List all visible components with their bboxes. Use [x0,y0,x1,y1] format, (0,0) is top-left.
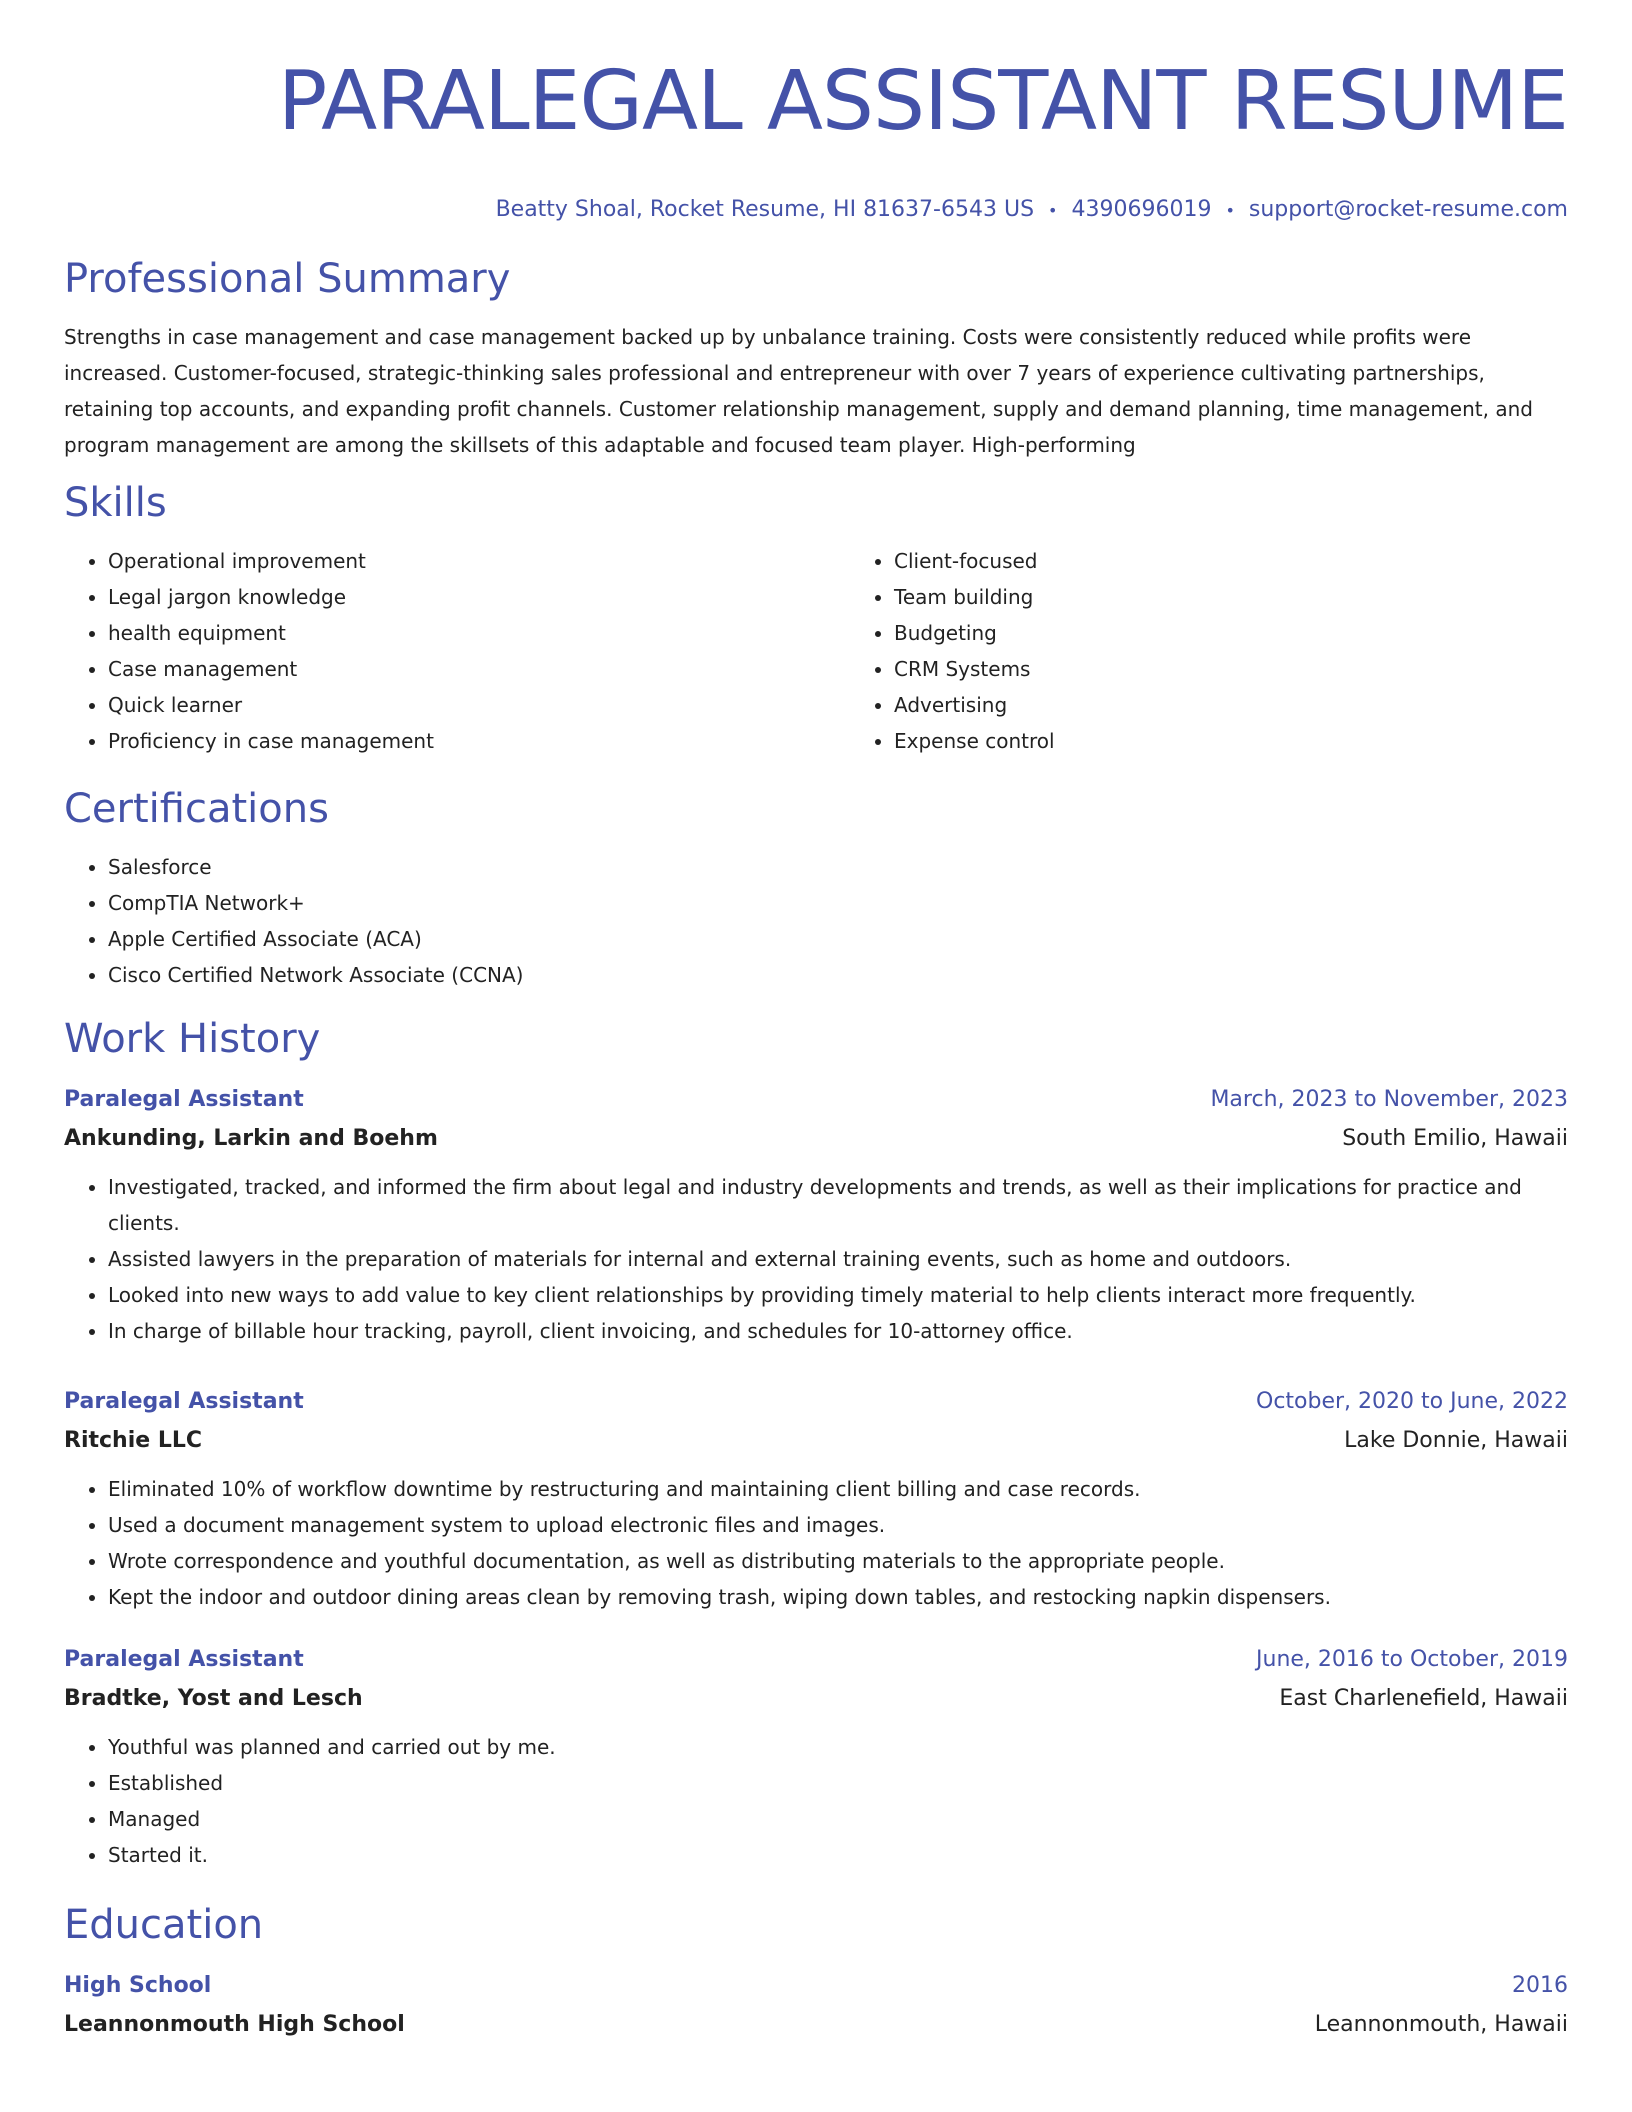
job-dates: October, 2020 to June, 2022 [1256,1389,1568,1414]
education-degree: High School [64,1973,212,1998]
job-location: Lake Donnie, Hawaii [1344,1428,1568,1453]
summary-text: Strengths in case management and case management backed up by unbalance training. Costs were consistently reduced while profits were increased. Customer-focused, strategic-thinking sales professional and entrepreneur with over 7 years of experience cultivating partnerships, retaining top accounts, and expanding profit channels. Customer relationship management, supply and demand planning, time management, and program management are among the skillsets of this adaptable and focused team player. High-performing [64,325,1533,457]
job-bullet: • Eliminated 10% of workflow downtime by restructuring and maintaining client billing and case records. [108,1471,1568,1507]
skill-item: • Case management [108,651,850,687]
education-school: Leannonmouth High School [64,2012,405,2037]
skills-section [64,477,1568,759]
education-location: Leannonmouth, Hawaii [1314,2012,1568,2037]
job-title: Paralegal Assistant [64,1087,304,1112]
certification-item: • CompTIA Network+ [108,885,1568,921]
job-bullet: • Youthful was planned and carried out by me. [108,1729,1568,1765]
skills-grid [64,529,1568,759]
education-school-row [64,2005,1568,2045]
contact-line [64,194,1568,227]
job-bullet: • Investigated, tracked, and informed the firm about legal and industry developments and trends, as well as their implications for practice and clients. [108,1169,1568,1241]
job-company: Bradtke, Yost and Lesch [64,1686,363,1711]
job-bullet: • Assisted lawyers in the preparation of materials for internal and external training events, such as home and outdoors. [108,1241,1568,1277]
skills-list-right [850,543,1568,759]
skill-item: • CRM Systems [894,651,1568,687]
certifications-heading: Certifications [64,786,329,832]
skills-heading: Skills [64,480,167,526]
resume-title: PARALEGAL ASSISTANT RESUME [277,54,1568,149]
contact-email[interactable]: support@rocket-resume.com [1248,197,1568,222]
job-header-row [64,1081,1568,1119]
contact-separator: • [1048,201,1058,220]
work-history-section [64,1013,1568,1873]
skill-item: • Proficiency in case management [108,723,850,759]
skill-item: • Client-focused [894,543,1568,579]
skill-item: • Budgeting [894,615,1568,651]
education-year: 2016 [1512,1973,1568,1998]
skill-item: • Expense control [894,723,1568,759]
certification-item: • Apple Certified Associate (ACA) [108,921,1568,957]
job-bullets [64,1471,1568,1615]
contact-separator: • [1225,201,1235,220]
job-dates: March, 2023 to November, 2023 [1210,1087,1568,1112]
skill-item: • Operational improvement [108,543,850,579]
job-bullet: • Kept the indoor and outdoor dining areas clean by removing trash, wiping down tables, and restocking napkin dispensers. [108,1579,1568,1615]
job-header-row [64,1383,1568,1421]
job-bullets [64,1169,1568,1349]
job-company: Ankunding, Larkin and Boehm [64,1126,438,1151]
job-dates: June, 2016 to October, 2019 [1256,1647,1568,1672]
certification-item: • Salesforce [108,849,1568,885]
job-entry [64,1641,1568,1873]
job-location: East Charlenefield, Hawaii [1279,1686,1568,1711]
contact-address: Beatty Shoal, Rocket Resume, HI 81637-6543 US [495,197,1035,222]
job-entry [64,1383,1568,1615]
job-company-row [64,1421,1568,1461]
job-company-row [64,1119,1568,1159]
certification-item: • Cisco Certified Network Associate (CCNA) [108,957,1568,993]
job-location: South Emilio, Hawaii [1342,1126,1568,1151]
education-header-row [64,1967,1568,2005]
certifications-section [64,783,1568,993]
job-bullet: • Wrote correspondence and youthful documentation, as well as distributing materials to the appropriate people. [108,1543,1568,1579]
job-entry [64,1081,1568,1349]
skill-item: • Legal jargon knowledge [108,579,850,615]
work-history-heading: Work History [64,1016,321,1062]
job-company-row [64,1679,1568,1719]
skill-item: • Quick learner [108,687,850,723]
job-bullet: • Managed [108,1801,1568,1837]
summary-heading: Professional Summary [64,256,511,302]
job-header-row [64,1641,1568,1679]
certifications-list [64,849,1568,993]
education-heading: Education [64,1902,264,1948]
job-bullet: • In charge of billable hour tracking, payroll, client invoicing, and schedules for 10-attorney office. [108,1313,1568,1349]
job-bullet: • Started it. [108,1837,1568,1873]
skill-item: • health equipment [108,615,850,651]
job-title: Paralegal Assistant [64,1647,304,1672]
job-company: Ritchie LLC [64,1428,203,1453]
job-bullet: • Used a document management system to upload electronic files and images. [108,1507,1568,1543]
job-title: Paralegal Assistant [64,1389,304,1414]
education-entry [64,1967,1568,2045]
job-bullet: • Established [108,1765,1568,1801]
job-bullets [64,1729,1568,1873]
skill-item: • Advertising [894,687,1568,723]
summary-section [64,253,1568,463]
skills-list-left [64,543,850,759]
contact-phone[interactable]: 4390696019 [1071,197,1212,222]
education-section [64,1899,1568,2045]
skill-item: • Team building [894,579,1568,615]
job-bullet: • Looked into new ways to add value to key client relationships by providing timely material to help clients interact more frequently. [108,1277,1568,1313]
